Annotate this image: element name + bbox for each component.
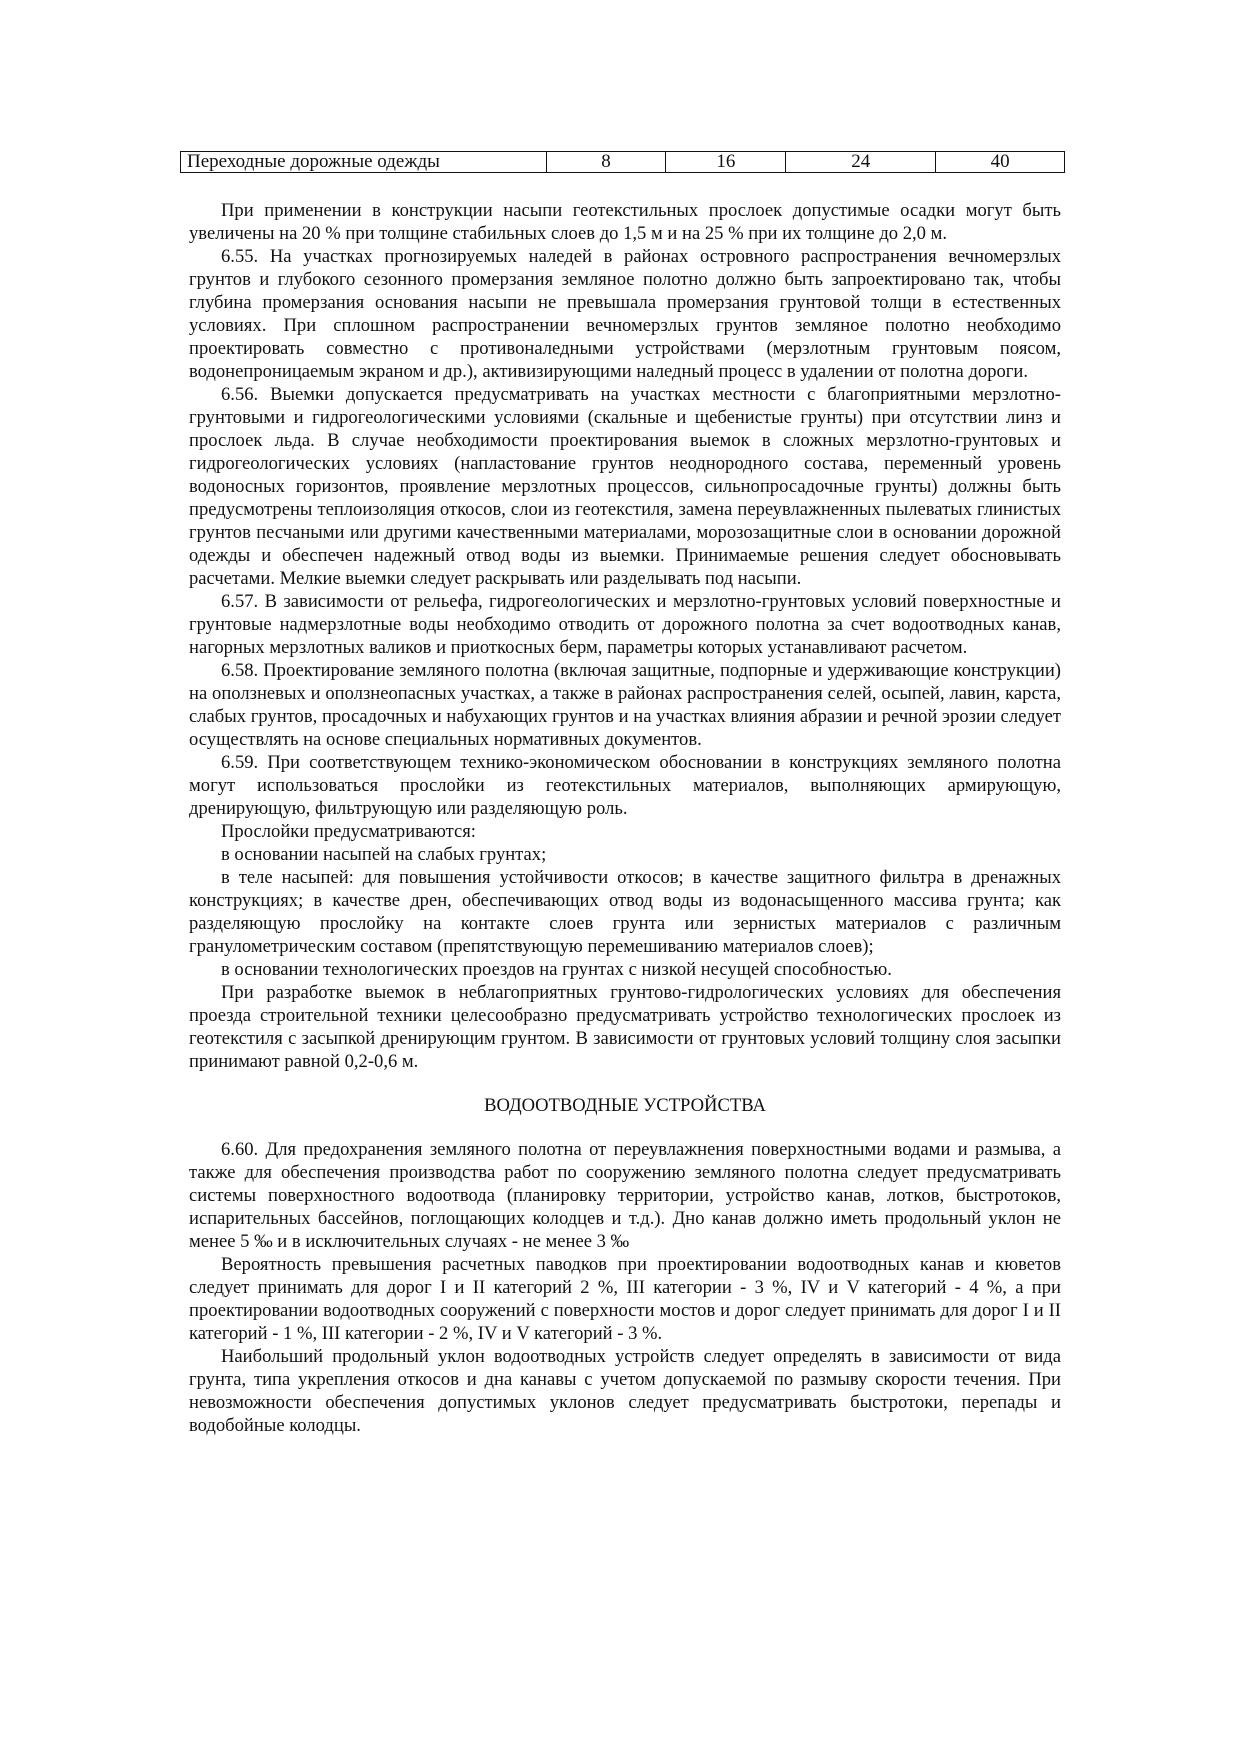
list-item: в основании технологических проездов на грунтах с низкой несущей способностью.: [221, 959, 892, 980]
paragraph: Наибольший продольный уклон водоотводных устройств следует определять в зависимости от вида грунта, типа укрепления откосов и дна канавы с учетом допускаемой по размыву скорости течения. При невозможности обеспечения допустимых уклонов следует предусматривать быстротоки, перепады и водобойные колодцы.: [189, 1346, 1061, 1436]
table-row: [181, 152, 1065, 173]
list-item: в основании насыпей на слабых грунтах;: [221, 844, 547, 865]
pavement-table: [180, 151, 1065, 173]
paragraph-6-59: 6.59. При соответствующем технико-экономическом обосновании в конструкциях земляного полотна могут использоваться прослойки из геотекстильных материалов, выполняющих армирующую, дренирующую, фильтрующую или разделяющую роль.: [189, 752, 1061, 819]
section-heading: ВОДООТВОДНЫЕ УСТРОЙСТВА: [484, 1095, 766, 1116]
paragraph-6-60: 6.60. Для предохранения земляного полотна от переувлажнения поверхностными водами и размыва, а также для обеспечения производства работ по сооружению земляного полотна следует предусматривать системы поверхностного водоотвода (планировку территории, устройство канав, лотков, быстротоков, испарительных бассейнов, поглощающих колодцев и т.д.). Дно канав должно иметь продольный уклон не менее 5 ‰ и в исключительных случаях - не менее 3 ‰: [189, 1139, 1061, 1252]
paragraph-6-58: 6.58. Проектирование земляного полотна (включая защитные, подпорные и удерживающие конструкции) на оползневых и оползнеопасных участках, а также в районах распространения селей, осыпей, лавин, карста, слабых грунтов, просадочных и набухающих грунтов и на участках влияния абразии и речной эрозии следует осуществлять на основе специальных нормативных документов.: [189, 660, 1061, 750]
paragraph-6-57: 6.57. В зависимости от рельефа, гидрогеологических и мерзлотно-грунтовых условий поверхностные и грунтовые надмерзлотные воды необходимо отводить от дорожного полотна за счет водоотводных канав, нагорных мерзлотных валиков и приоткосных берм, параметры которых устанавливают расчетом.: [189, 591, 1061, 658]
paragraph-6-55: 6.55. На участках прогнозируемых наледей в районах островного распространения вечномерзлых грунтов и глубокого сезонного промерзания земляное полотно должно быть запроектировано так, чтобы глубина промерзания основания насыпи не превышала промерзания грунтовой толщи в естественных условиях. При сплошном распространении вечномерзлых грунтов земляное полотно необходимо проектировать совместно с противоналедными устройствами (мерзлотным грунтовым поясом, водонепроницаемым экраном и др.), активизирующими наледный процесс в удалении от полотна дороги.: [189, 246, 1061, 382]
paragraph: При разработке выемок в неблагоприятных грунтово-гидрологических условиях для обеспечения проезда строительной техники целесообразно предусматривать устройство технологических прослоек из геотекстиля с засыпкой дренирующим грунтом. В зависимости от грунтовых условий толщину слоя засыпки принимают равной 0,2-0,6 м.: [189, 982, 1061, 1072]
table-cell: 8: [546, 152, 666, 173]
table-cell: 16: [666, 152, 786, 173]
paragraph: Прослойки предусматриваются:: [221, 821, 476, 842]
table-cell: 24: [786, 152, 936, 173]
paragraph-6-56: 6.56. Выемки допускается предусматривать на участках местности с благоприятными мерзлотно-грунтовыми и гидрогеологическими условиями (скальные и щебенистые грунты) при отсутствии линз и прослоек льда. В случае необходимости проектирования выемок в сложных мерзлотно-грунтовых и гидрогеологических условиях (напластование грунтов неоднородного состава, переменный уровень водоносных горизонтов, проявление мерзлотных процессов, сильнопросадочные грунты) должны быть предусмотрены теплоизоляция откосов, слои из геотекстиля, замена переувлажненных пылеватых глинистых грунтов песчаными или другими качественными материалами, морозозащитные слои в основании дорожной одежды и обеспечен надежный отвод воды из выемки. Принимаемые решения следует обосновывать расчетами. Мелкие выемки следует раскрывать или разделывать под насыпи.: [189, 384, 1061, 589]
paragraph: При применении в конструкции насыпи геотекстильных прослоек допустимые осадки могут быть увеличены на 20 % при толщине стабильных слоев до 1,5 м и на 25 % при их толщине до 2,0 м.: [189, 200, 1061, 244]
table-cell-label: Переходные дорожные одежды: [181, 152, 547, 173]
paragraph: Вероятность превышения расчетных паводков при проектировании водоотводных канав и кюветов следует принимать для дорог I и II категорий 2 %, III категории - 3 %, IV и V категорий - 4 %, а при проектировании водоотводных сооружений с поверхности мостов и дорог следует принимать для дорог I и II категорий - 1 %, III категории - 2 %, IV и V категорий - 3 %.: [189, 1254, 1061, 1344]
table-cell: 40: [936, 152, 1065, 173]
document-body: [189, 199, 1061, 1437]
list-item: в теле насыпей: для повышения устойчивости откосов; в качестве защитного фильтра в дренажных конструкциях; в качестве дрен, обеспечивающих отвод воды из водонасыщенного массива грунта; как разделяющую прослойку на контакте слоев грунта или зернистых материалов с различным гранулометрическим составом (препятствующую перемешиванию материалов слоев);: [189, 867, 1061, 957]
